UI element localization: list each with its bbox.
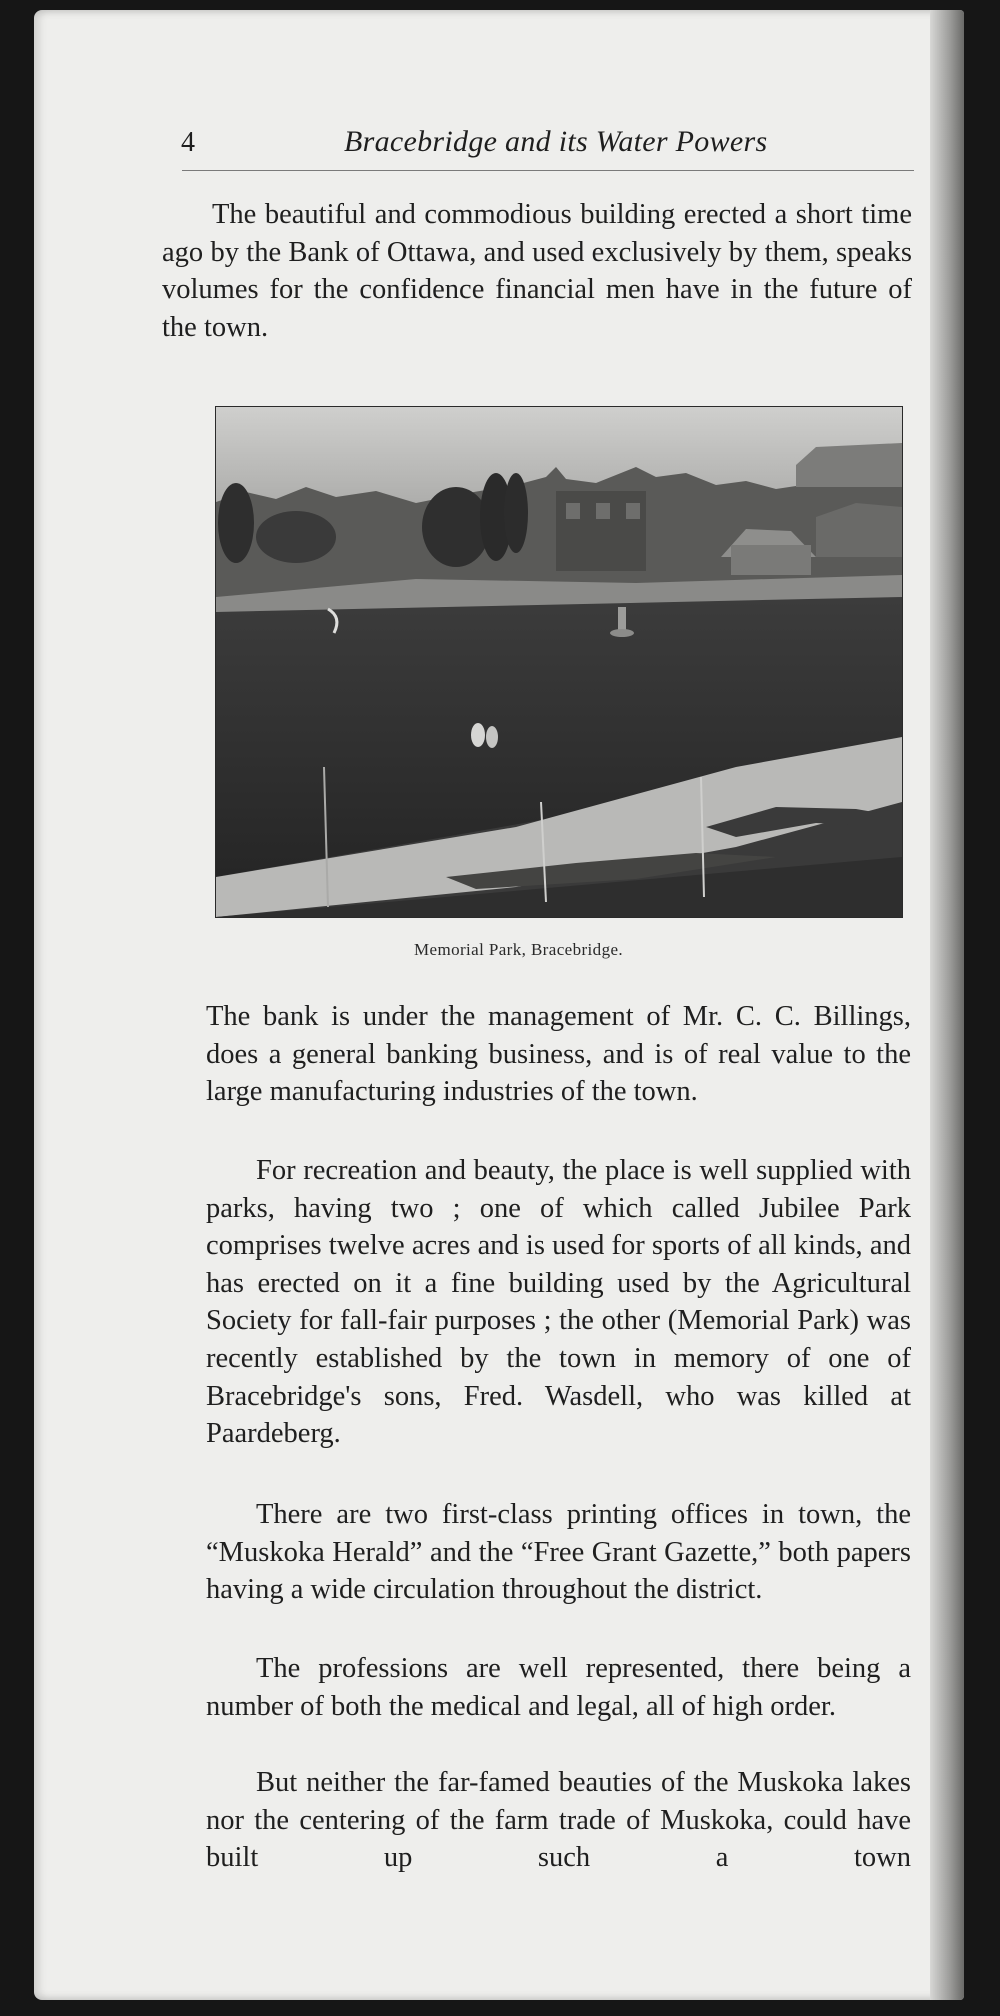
paragraph-muskoka: But neither the far-famed beauties of the Muskoka lakes nor the centering of the farm trade of Muskoka, could have built up such a town [206, 1767, 911, 1874]
paragraph-parks: For recreation and beauty, the place is well supplied with parks, having two ; one of which called Jubilee Park comprises twelve acres and is used for sports of all kinds, and has erected on it a fine building used by the Agricultural Society for fall-fair purposes ; the other (Memorial Park) was recently established by the town in memory of one of Bracebridge's sons, Fred. Wasdell, who was killed at Paardeberg. [206, 1155, 911, 1450]
paragraph-bank-management: The bank is under the management of Mr. C. C. Billings, does a general banking business, and is of real value to the large manufacturing industries of the town. [206, 1001, 911, 1108]
paragraph-professions: The professions are well represented, there being a number of both the medical and legal, all of high order. [206, 1653, 911, 1722]
photo-caption: Memorial Park, Bracebridge. [414, 940, 624, 959]
book-page [34, 10, 964, 2000]
page-edge [930, 10, 964, 2000]
paragraph-printing-offices: There are two first-class printing offices in town, the “Muskoka Herald” and the “Free Grant Gazette,” both papers having a wide circulation throughout the district. [206, 1499, 911, 1606]
header-rule [182, 170, 914, 171]
page-number: 4 [181, 127, 195, 158]
memorial-park-photo [215, 406, 903, 918]
paragraph-bank-building: The beautiful and commodious building erected a short time ago by the Bank of Ottawa, and used exclusively by them, speaks volumes for the confidence financial men have in the future of the town. [162, 199, 912, 343]
running-title: Bracebridge and its Water Powers [344, 125, 768, 158]
